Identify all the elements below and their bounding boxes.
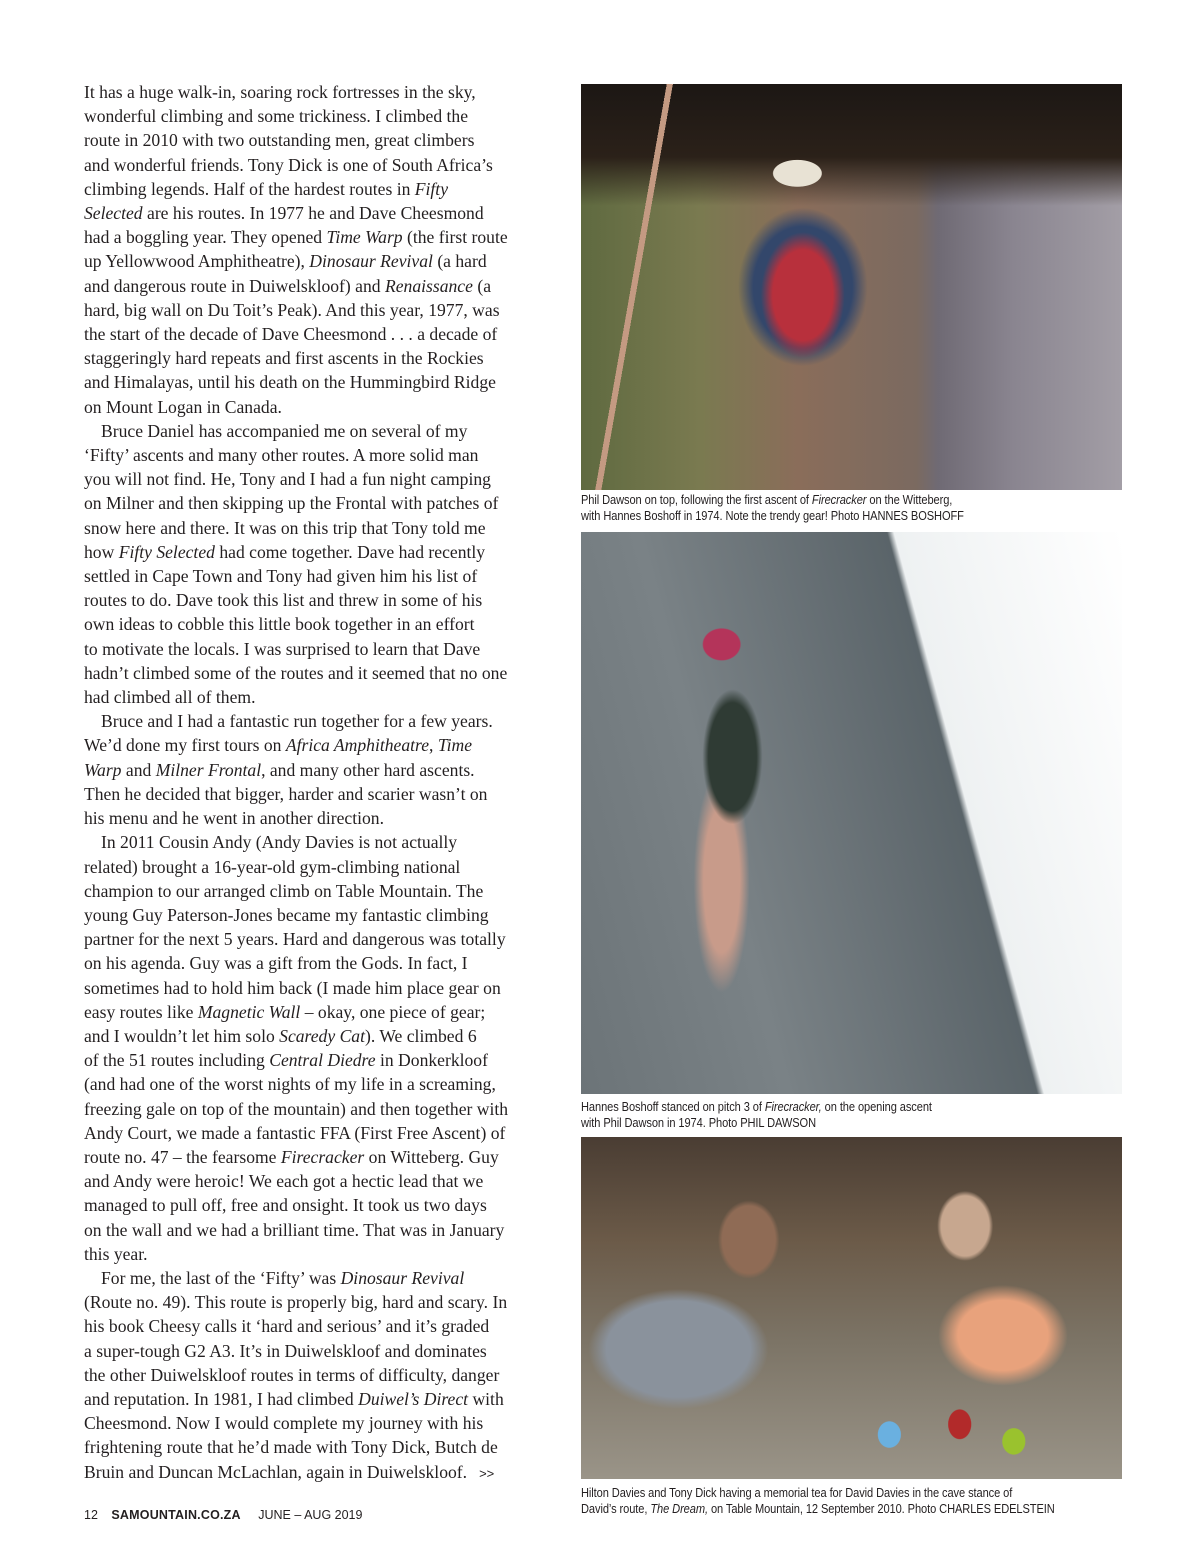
text-line: [84, 661, 554, 685]
text-line: [84, 879, 554, 903]
text-line: [84, 685, 554, 709]
text-line: [84, 540, 554, 564]
text-line: [84, 927, 554, 951]
text-run: wonderful climbing and some trickiness. I climbed the: [84, 106, 469, 127]
text-run: Andy Court, we made a fantastic FFA (First Free Ascent) of: [84, 1122, 506, 1143]
text-run: Bruce and I had a fantastic run together for a few years.: [101, 711, 493, 732]
text-line: [84, 491, 554, 515]
issue-date: JUNE – AUG 2019: [258, 1508, 363, 1522]
text-line: [84, 1145, 554, 1169]
text-line: [84, 855, 554, 879]
text-run: to motivate the locals. I was surprised to learn that Dave: [84, 638, 481, 659]
text-line: [84, 1000, 554, 1024]
text-line: [84, 1339, 554, 1363]
text-line: [84, 104, 554, 128]
text-line: [84, 80, 554, 104]
text-line: [84, 1387, 554, 1411]
italic-title: Firecracker,: [764, 1100, 822, 1114]
text-run: on the wall and we had a brilliant time. That was in January: [84, 1219, 505, 1240]
text-run: his menu and he went in another direction.: [84, 808, 384, 829]
text-run: ‘Fifty’ ascents and many other routes. A more solid man: [84, 445, 479, 466]
text-run: of the 51 routes including: [84, 1050, 270, 1071]
text-run: this year.: [84, 1243, 148, 1264]
text-run: the start of the decade of Dave Cheesmond . . . a decade of: [84, 324, 498, 345]
text-run: route no. 47 – the fearsome: [84, 1146, 281, 1167]
photo-caption: [581, 1099, 932, 1131]
text-run: (a: [472, 275, 492, 296]
paragraph: [84, 419, 554, 709]
italic-title: Warp: [84, 759, 122, 780]
text-line: [84, 249, 554, 273]
text-run: sometimes had to hold him back (I made him place gear on: [84, 977, 501, 998]
text-line: [84, 467, 554, 491]
italic-title: Central Diedre: [269, 1050, 376, 1071]
text-run: a super-tough G2 A3. It’s in Duiwelskloof and dominates: [84, 1340, 487, 1361]
text-line: [84, 153, 554, 177]
text-run: and Himalayas, until his death on the Hummingbird Ridge: [84, 372, 496, 393]
photo-caption: [581, 1485, 1055, 1517]
text-line: [84, 951, 554, 975]
text-run: and Andy were heroic! We each got a hectic lead that we: [84, 1171, 484, 1192]
italic-title: Dinosaur Revival: [309, 251, 433, 272]
italic-title: Milner Frontal: [155, 759, 262, 780]
italic-title: Scaredy Cat: [279, 1025, 365, 1046]
text-run: had come together. Dave had recently: [214, 541, 486, 562]
text-run: David’s route,: [581, 1502, 651, 1516]
text-run: (and had one of the worst nights of my life in a screaming,: [84, 1074, 496, 1095]
text-run: with: [468, 1388, 504, 1409]
paragraph: [84, 1266, 554, 1486]
text-line: [84, 806, 554, 830]
text-run: For me, the last of the ‘Fifty’ was: [101, 1267, 341, 1288]
text-line: [84, 709, 554, 733]
text-run: easy routes like: [84, 1001, 198, 1022]
text-line: [84, 758, 554, 782]
page-footer: [84, 1508, 362, 1522]
text-line: [84, 298, 554, 322]
text-line: [84, 1024, 554, 1048]
italic-title: Dinosaur Revival: [340, 1267, 465, 1288]
text-run: Hilton Davies and Tony Dick having a memorial tea for David Davies in the cave stance of: [581, 1486, 1013, 1500]
paragraph: [84, 709, 554, 830]
text-run: the other Duiwelskloof routes in terms of difficulty, danger: [84, 1364, 500, 1385]
italic-title: Time: [437, 735, 473, 756]
photo-cave-memorial-tea: [581, 1137, 1122, 1479]
text-run: snow here and there. It was on this trip that Tony told me: [84, 517, 486, 538]
text-run: on Witteberg. Guy: [364, 1146, 499, 1167]
text-run: with Hannes Boshoff in 1974. Note the trendy gear! Photo HANNES BOSHOFF: [581, 509, 964, 523]
text-line: [84, 516, 554, 540]
text-run: on Mount Logan in Canada.: [84, 396, 282, 417]
text-run: how: [84, 541, 119, 562]
text-line: [84, 830, 554, 854]
text-line: [84, 612, 554, 636]
text-line: [581, 1501, 1055, 1517]
text-line: [84, 1218, 554, 1242]
text-line: [84, 419, 554, 443]
text-line: [84, 1242, 554, 1266]
italic-title: Selected: [84, 203, 143, 224]
text-run: on Milner and then skipping up the Frontal with patches of: [84, 493, 499, 514]
italic-title: Fifty Selected: [118, 541, 215, 562]
text-line: [84, 322, 554, 346]
text-run: In 2011 Cousin Andy (Andy Davies is not actually: [101, 832, 458, 853]
text-line: [84, 1435, 554, 1459]
text-run: had climbed all of them.: [84, 687, 256, 708]
text-run: hard, big wall on Du Toit’s Peak). And this year, 1977, was: [84, 299, 500, 320]
text-line: [84, 128, 554, 152]
text-line: [581, 492, 964, 508]
text-line: [84, 274, 554, 298]
text-line: [84, 564, 554, 588]
text-run: hadn’t climbed some of the routes and it seemed that no one: [84, 662, 508, 683]
text-run: on the opening ascent: [821, 1100, 932, 1114]
text-run: freezing gale on top of the mountain) and then together with: [84, 1098, 509, 1119]
text-line: [84, 1363, 554, 1387]
text-line: [84, 1097, 554, 1121]
page-number: 12: [84, 1508, 98, 1522]
text-line: [84, 1266, 554, 1290]
photo-caption: [581, 492, 964, 524]
text-line: [84, 588, 554, 612]
text-run: own ideas to cobble this little book together in an effort: [84, 614, 475, 635]
text-run: settled in Cape Town and Tony had given him his list of: [84, 566, 478, 587]
text-run: on his agenda. Guy was a gift from the Gods. In fact, I: [84, 953, 468, 974]
italic-title: Renaissance: [384, 275, 473, 296]
photo-phil-dawson-on-top: [581, 84, 1122, 490]
text-line: [84, 733, 554, 757]
italic-title: Time Warp: [326, 227, 403, 248]
text-line: [84, 1048, 554, 1072]
text-run: related) brought a 16-year-old gym-climbing national: [84, 856, 461, 877]
text-run: are his routes. In 1977 he and Dave Cheesmond: [142, 203, 484, 224]
text-run: with Phil Dawson in 1974. Photo PHIL DAWSON: [581, 1116, 817, 1130]
text-line: [84, 201, 554, 225]
text-run: and wonderful friends. Tony Dick is one of South Africa’s: [84, 154, 493, 175]
text-line: [581, 508, 964, 524]
paragraph: [84, 830, 554, 1266]
text-run: had a boggling year. They opened: [84, 227, 327, 248]
text-run: frightening route that he’d made with Tony Dick, Butch de: [84, 1437, 498, 1458]
text-line: [84, 1121, 554, 1145]
italic-title: Firecracker: [811, 493, 867, 507]
text-run: staggeringly hard repeats and first ascents in the Rockies: [84, 348, 484, 369]
text-run: We’d done my first tours on: [84, 735, 286, 756]
text-run: Bruin and Duncan McLachlan, again in Duiwelskloof.: [84, 1461, 468, 1482]
text-run: and dangerous route in Duiwelskloof) and: [84, 275, 385, 296]
text-run: , and many other hard ascents.: [261, 759, 475, 780]
text-line: [84, 1169, 554, 1193]
text-run: Cheesmond. Now I would complete my journey with his: [84, 1413, 484, 1434]
text-run: young Guy Paterson-Jones became my fantastic climbing: [84, 904, 489, 925]
text-line: [84, 1193, 554, 1217]
italic-title: Fifty: [414, 178, 449, 199]
paragraph: [84, 80, 554, 419]
italic-title: Firecracker: [280, 1146, 365, 1167]
text-line: [581, 1099, 932, 1115]
text-run: partner for the next 5 years. Hard and dangerous was totally: [84, 929, 506, 950]
text-run: climbing legends. Half of the hardest routes in: [84, 178, 415, 199]
text-run: managed to pull off, free and onsight. It took us two days: [84, 1195, 487, 1216]
text-line: [581, 1485, 1055, 1501]
text-line: [84, 346, 554, 370]
text-line: [84, 443, 554, 467]
text-line: [84, 637, 554, 661]
text-line: [84, 225, 554, 249]
italic-title: The Dream,: [650, 1502, 708, 1516]
text-run: ). We climbed 6: [365, 1025, 477, 1046]
text-run: on the Witteberg,: [866, 493, 953, 507]
text-line: [84, 395, 554, 419]
text-line: [84, 903, 554, 927]
text-run: you will not find. He, Tony and I had a fun night camping: [84, 469, 491, 490]
text-line: [84, 976, 554, 1000]
continued-marker: >>: [479, 1465, 495, 1481]
text-line: [84, 1411, 554, 1435]
text-run: and I wouldn’t let him solo: [84, 1025, 280, 1046]
text-line: [581, 1115, 932, 1131]
italic-title: Africa Amphitheatre: [285, 735, 430, 756]
text-run: on Table Mountain, 12 September 2010. Photo CHARLES EDELSTEIN: [707, 1502, 1055, 1516]
photo-hannes-boshoff-pitch-3: [581, 532, 1122, 1094]
text-run: champion to our arranged climb on Table Mountain. The: [84, 880, 484, 901]
text-run: up Yellowwood Amphitheatre),: [84, 251, 310, 272]
text-line: [84, 177, 554, 201]
italic-title: Duiwel’s Direct: [358, 1388, 469, 1409]
text-run: – okay, one piece of gear;: [300, 1001, 486, 1022]
text-run: (Route no. 49). This route is properly big, hard and scary. In: [84, 1292, 508, 1313]
text-line: [84, 1460, 554, 1486]
text-run: It has a huge walk-in, soaring rock fortresses in the sky,: [84, 82, 476, 102]
text-line: [84, 782, 554, 806]
text-run: routes to do. Dave took this list and threw in some of his: [84, 590, 483, 611]
text-line: [84, 1314, 554, 1338]
text-run: and: [121, 759, 156, 780]
text-run: and reputation. In 1981, I had climbed: [84, 1388, 359, 1409]
text-run: ,: [429, 735, 438, 756]
text-run: route in 2010 with two outstanding men, great climbers: [84, 130, 475, 151]
text-run: Hannes Boshoff stanced on pitch 3 of: [581, 1100, 765, 1114]
text-run: Phil Dawson on top, following the first ascent of: [581, 493, 812, 507]
text-line: [84, 370, 554, 394]
text-line: [84, 1072, 554, 1096]
italic-title: Magnetic Wall: [197, 1001, 301, 1022]
text-run: in Donkerkloof: [375, 1050, 488, 1071]
magazine-site: SAMOUNTAIN.CO.ZA: [111, 1508, 241, 1522]
article-body: [84, 80, 554, 1486]
text-line: [84, 1290, 554, 1314]
text-run: Then he decided that bigger, harder and scarier wasn’t on: [84, 783, 488, 804]
text-run: his book Cheesy calls it ‘hard and serious’ and it’s graded: [84, 1316, 490, 1337]
text-run: Bruce Daniel has accompanied me on several of my: [101, 420, 468, 441]
text-run: (a hard: [432, 251, 487, 272]
text-run: (the first route: [402, 227, 508, 248]
